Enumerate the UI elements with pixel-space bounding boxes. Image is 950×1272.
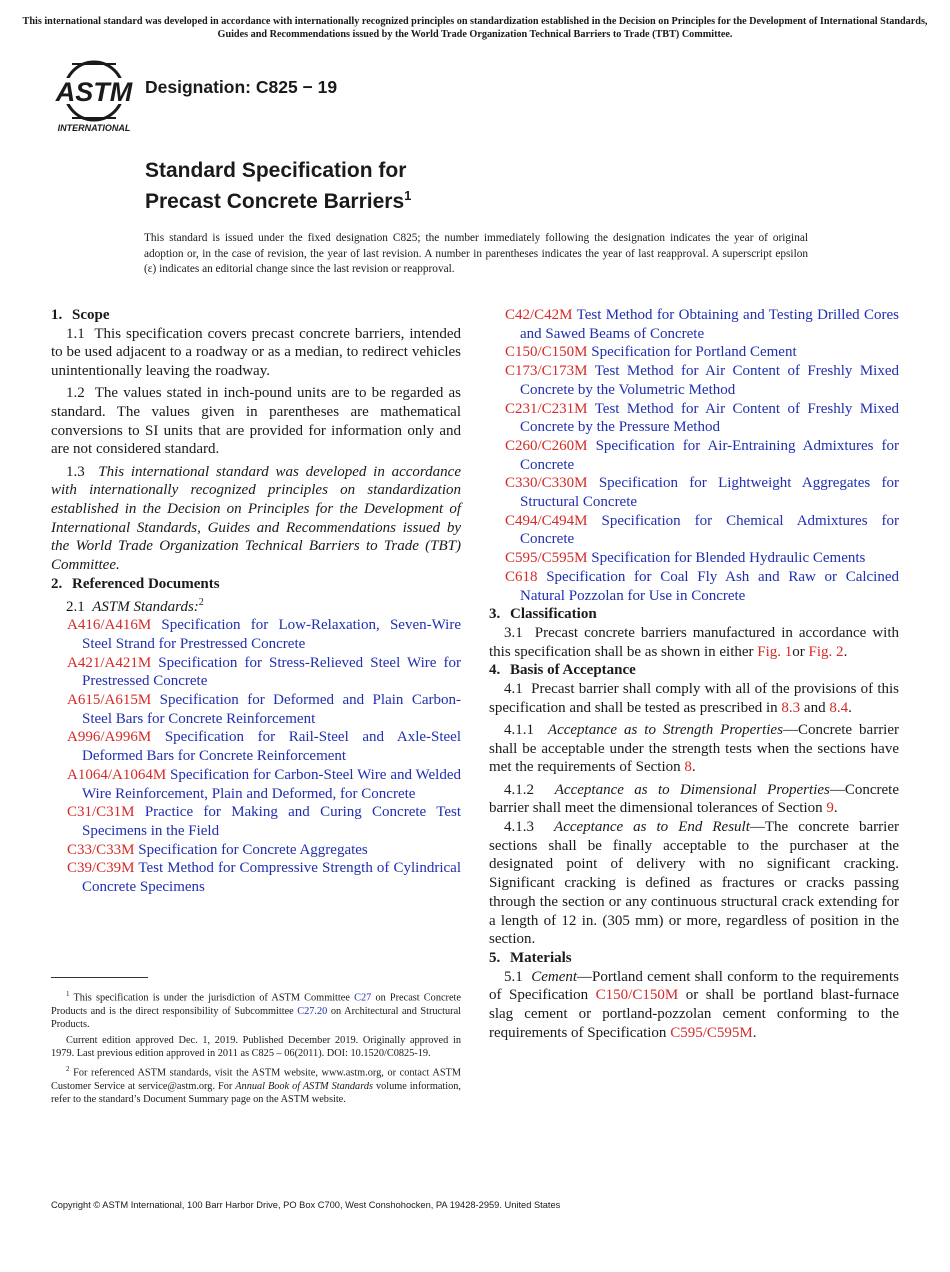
footnote-2: $^2$ For referenced ASTM standards, visit the ASTM website, www.astm.org, or contact ASTM Customer Service at service@astm.org. For Annual Book of ASTM Standards volume information, refer to the standard’s Document Summary page on the ASTM website. xyxy=(51,1064,462,1106)
c150-link[interactable]: C150/C150M xyxy=(595,987,679,1004)
fig-1-link[interactable]: Fig. 1 xyxy=(757,643,793,660)
para-3-1: 3.1 Precast concrete barriers manufactured in accordance with this specification shall be as shown in either Fig. 1or Fig. 2. xyxy=(489,624,899,660)
fig-2-link[interactable]: Fig. 2 xyxy=(808,643,844,660)
title-footnote-mark[interactable]: 1 xyxy=(404,188,412,203)
title-line-1: Standard Specification for xyxy=(145,159,407,182)
reference-item[interactable]: A1064/A1064M Specification for Carbon-Steel Wire and Welded Wire Reinforcement, Plain and Deformed, for Concrete xyxy=(67,766,461,802)
footnote-edition: Current edition approved Dec. 1, 2019. Published December 2019. Originally approved in 1979. Last previous edition approved in 2011 as C825 – 06(2011). DOI: 10.1520/C0825-19. xyxy=(51,1034,461,1060)
reference-item[interactable]: C618 Specification for Coal Fly Ash and Raw or Calcined Natural Pozzolan for Use in Concrete xyxy=(505,568,900,604)
committee-link[interactable]: C27 xyxy=(354,992,372,1004)
para-5-1: 5.1 Cement—Portland cement shall conform to the requirements of Specification C150/C150M or shall be portland blast-furnace slag cement or portland-pozzolan cement conforming to the requirements of Specification C595/C595M. xyxy=(489,968,900,1041)
section-heading-classification: 3. Classification xyxy=(489,606,597,623)
reference-item[interactable]: C330/C330M Specification for Lightweight Aggregates for Structural Concrete xyxy=(505,475,899,511)
reference-item[interactable]: C173/C173M Test Method for Air Content of Freshly Mixed Concrete by the Volumetric Method xyxy=(505,363,899,398)
title-line-2: Precast Concrete Barriers$^1$ xyxy=(145,188,412,213)
reference-item[interactable]: C33/C33M Specification for Concrete Aggregates xyxy=(67,841,368,858)
astm-logo-icon xyxy=(52,58,136,134)
section-heading-scope: 1. Scope xyxy=(51,307,110,323)
section-9-link[interactable]: 9 xyxy=(826,800,834,817)
para-4-1-3: 4.1.3 Acceptance as to End Result—The concrete barrier sections shall be finally acceptable to the purchaser at the designated point of delivery with no significant cracking. Significant cracking is defined as fractures or cracks passing through the section or any continuous structural crack extending for a length of 12 in. (305 mm) or more, regardless of position in the section. xyxy=(489,818,899,948)
reference-item[interactable]: C260/C260M Specification for Air-Entraining Admixtures for Concrete xyxy=(505,437,900,473)
reference-item[interactable]: C595/C595M Specification for Blended Hydraulic Cements xyxy=(505,550,866,567)
subcommittee-link[interactable]: C27.20 xyxy=(297,1005,328,1017)
reference-item[interactable]: A996/A996M Specification for Rail-Steel and Axle-Steel Deformed Bars for Concrete Reinforcement xyxy=(67,729,462,765)
c595-link[interactable]: C595/C595M xyxy=(670,1024,753,1041)
footnotes xyxy=(51,988,461,1109)
section-8-link[interactable]: 8 xyxy=(684,759,692,776)
footnote-divider xyxy=(51,977,148,978)
reference-item[interactable]: A416/A416M Specification for Low-Relaxation, Seven-Wire Steel Strand for Prestressed Concrete xyxy=(67,617,461,652)
para-1-3: 1.3 This international standard was developed in accordance with internationally recognized principles on standardization established in the Decision on Principles for the Development of International Standards, Guides and Recommendations issued by the World Trade Organization Technical Barriers to Trade (TBT) Committee. xyxy=(51,463,461,574)
reference-item[interactable]: C494/C494M Specification for Chemical Admixtures for Concrete xyxy=(505,512,899,548)
designation: Designation: C825 − 19 xyxy=(145,77,338,97)
page-title xyxy=(145,158,411,214)
para-4-1-2: 4.1.2 Acceptance as to Dimensional Properties—Concrete barrier shall meet the dimensional tolerances of Section 9. xyxy=(489,781,899,817)
reference-item[interactable]: C42/C42M Test Method for Obtaining and Testing Drilled Cores and Sawed Beams of Concrete xyxy=(505,307,899,342)
astm-standards-label: 2.1 ASTM Standards:$^2$ xyxy=(66,596,204,615)
section-8-4-link[interactable]: 8.4 xyxy=(829,699,849,716)
section-heading-acceptance: 4. Basis of Acceptance xyxy=(489,662,636,679)
section-heading-materials: 5. Materials xyxy=(489,949,572,966)
para-1-1: 1.1 This specification covers precast concrete barriers, intended to be used adjacent to a roadway or as a median, to redirect vehicles unintentionally leaving the roadway. xyxy=(51,325,462,380)
section-8-3-link[interactable]: 8.3 xyxy=(781,699,801,716)
reference-item[interactable]: C231/C231M Test Method for Air Content of Freshly Mixed Concrete by the Pressure Method xyxy=(505,400,899,436)
issued-note: This standard is issued under the fixed designation C825; the number immediately following the designation indicates the year of original adoption or, in the case of revision, the year of last revision. A number in parentheses indicates the year of last reapproval. A superscript epsilon (ε) indicates an editorial change since the last revision or reapproval. xyxy=(144,232,808,275)
reference-item[interactable]: A421/A421M Specification for Stress-Relieved Steel Wire for Prestressed Concrete xyxy=(67,654,461,690)
para-1-2: 1.2 The values stated in inch-pound units are to be regarded as standard. The values given in parentheses are mathematical conversions to SI units that are provided for information only and are not considered standard. xyxy=(51,385,461,458)
section-heading-referenced: 2. Referenced Documents xyxy=(51,575,220,592)
reference-item[interactable]: A615/A615M Specification for Deformed and Plain Carbon-Steel Bars for Concrete Reinforcement xyxy=(67,692,461,727)
copyright: Copyright © ASTM International, 100 Barr Harbor Drive, PO Box C700, West Conshohocken, PA 19428-2959. United States xyxy=(51,1200,561,1210)
footnote-1: $^1$ This specification is under the jurisdiction of ASTM Committee C27 on Precast Concrete Products and is the direct responsibility of Subcommittee C27.20 on Architectural and Structural Products. xyxy=(51,990,461,1031)
right-column xyxy=(489,306,899,1042)
wto-notice: This international standard was developed in accordance with internationally recognized principles on standardization established in the Decision on Principles for the Development of International Standards, Guides and Recommendations issued by the World Trade Organization Technical Barriers to Trade (TBT) Committee. xyxy=(22,16,928,40)
logo-text: ASTM xyxy=(55,77,133,107)
reference-item[interactable]: C31/C31M Practice for Making and Curing Concrete Test Specimens in the Field xyxy=(67,804,461,839)
logo-subtext: INTERNATIONAL xyxy=(57,123,131,133)
para-4-1-1: 4.1.1 Acceptance as to Strength Properties—Concrete barrier shall be acceptable under the strength tests when the sections have met the requirements of Section 8. xyxy=(489,721,900,776)
para-4-1: 4.1 Precast barrier shall comply with all of the provisions of this specification and shall be tested as prescribed in 8.3 and 8.4. xyxy=(489,681,900,716)
reference-item[interactable]: C150/C150M Specification for Portland Cement xyxy=(505,344,797,361)
left-column xyxy=(51,306,461,897)
reference-item[interactable]: C39/C39M Test Method for Compressive Strength of Cylindrical Concrete Specimens xyxy=(67,860,461,896)
